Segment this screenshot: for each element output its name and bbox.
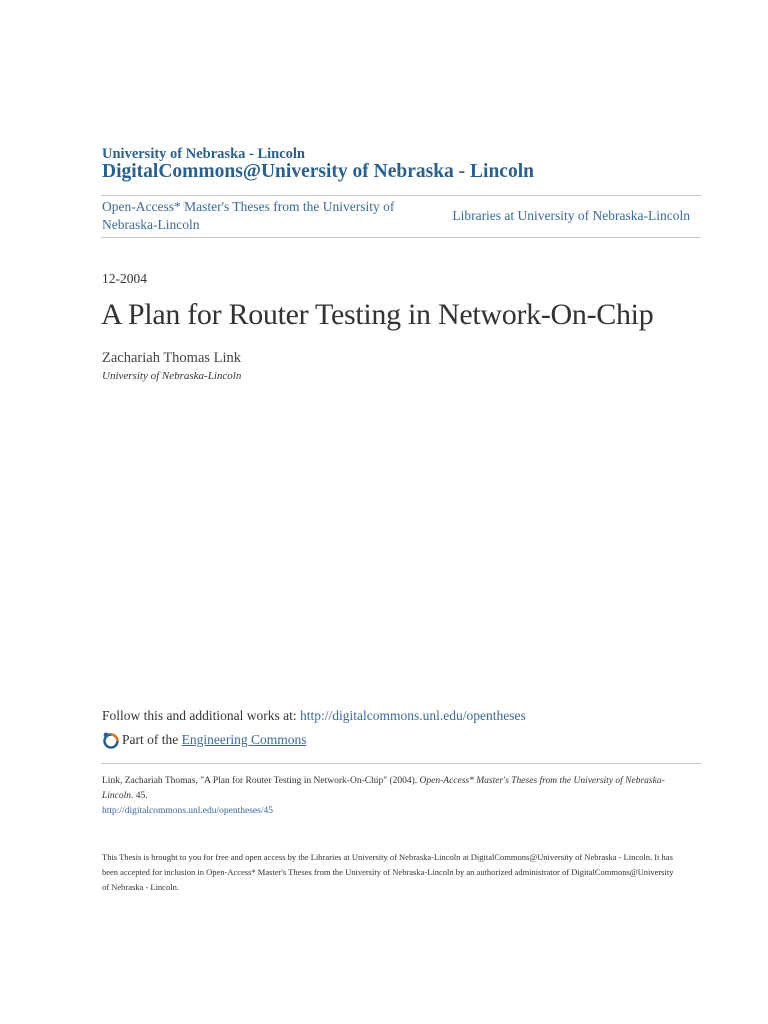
citation-block — [102, 774, 682, 819]
access-notice: This Thesis is brought to you for free and open access by the Libraries at University of Nebraska-Lincoln at DigitalCommons@University of Nebraska - Lincoln. It has been accepted for inclusion in Open-Access* Master's Theses from the University of Nebraska-Lincoln by an authorized administrator of DigitalCommons@University of Nebraska - Lincoln. — [102, 852, 674, 892]
part-of-prefix: Part of the — [122, 732, 182, 747]
follow-url-link[interactable]: http://digitalcommons.unl.edu/opentheses — [300, 708, 526, 723]
citation-top-rule — [101, 763, 701, 764]
follow-prefix: Follow this and additional works at: — [102, 708, 300, 723]
header-bottom-rule — [101, 237, 701, 238]
citation-series: Open-Access* Master's Theses from the University of Nebraska-Lincoln — [102, 776, 665, 801]
citation-number: . 45. — [131, 791, 148, 801]
follow-line — [102, 708, 526, 724]
header-top-rule — [101, 195, 701, 196]
repository-name[interactable]: DigitalCommons@University of Nebraska - Lincoln — [102, 161, 534, 182]
bepress-network-icon — [102, 731, 120, 749]
author-name: Zachariah Thomas Link — [102, 350, 242, 366]
citation-text: Link, Zachariah Thomas, "A Plan for Router Testing in Network-On-Chip" (2004). — [102, 776, 420, 786]
author-affiliation: University of Nebraska-Lincoln — [102, 370, 242, 382]
series-link[interactable]: Open-Access* Master's Theses from the University of Nebraska-Lincoln — [102, 199, 395, 232]
citation-url-link[interactable]: http://digitalcommons.unl.edu/opentheses/45 — [102, 806, 273, 816]
institution-name[interactable]: University of Nebraska - Lincoln — [102, 146, 305, 162]
publication-date: 12-2004 — [102, 271, 147, 286]
document-title: A Plan for Router Testing in Network-On-Chip — [101, 298, 654, 331]
part-of-line — [102, 731, 307, 749]
engineering-commons-link[interactable]: Engineering Commons — [181, 732, 307, 747]
libraries-link[interactable]: Libraries at University of Nebraska-Lincoln — [452, 208, 690, 223]
